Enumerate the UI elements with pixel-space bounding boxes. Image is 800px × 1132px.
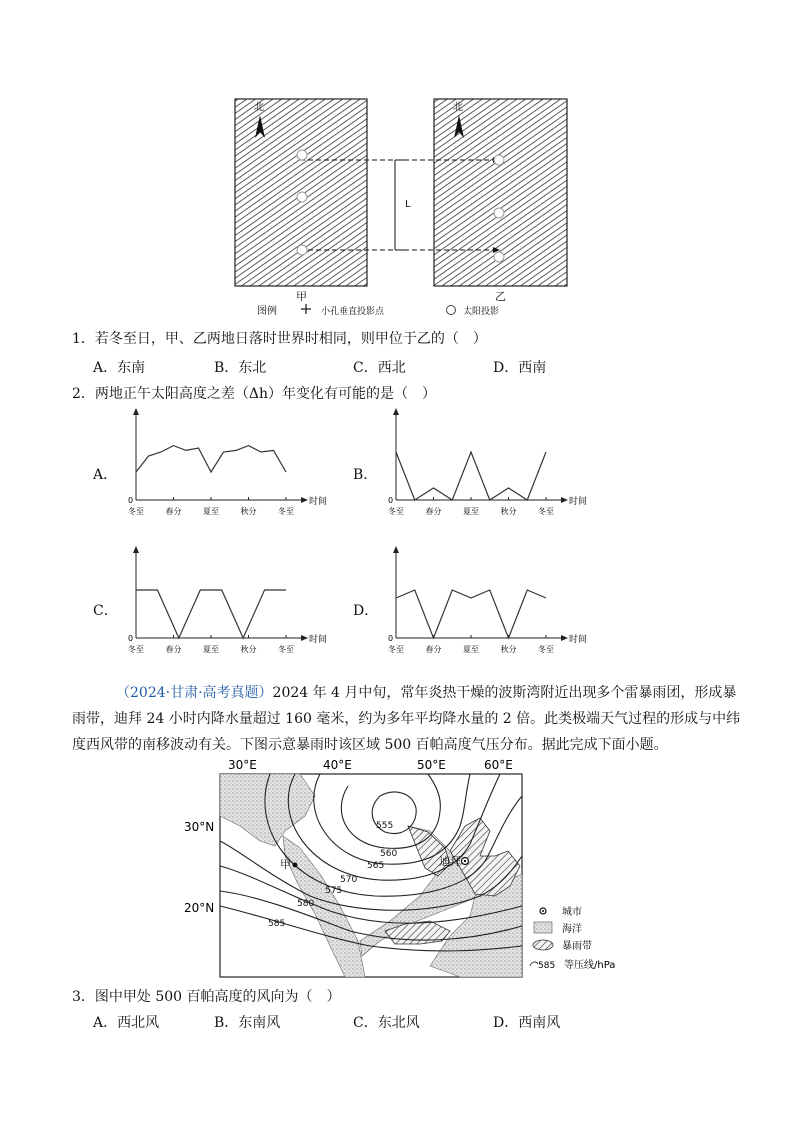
- x-tick-label: 春分: [165, 507, 182, 516]
- passage: [72, 680, 762, 758]
- legend-ocean: 海洋: [562, 924, 582, 935]
- isobar-icon: [530, 962, 538, 966]
- x-tick-label: 冬至: [128, 645, 144, 654]
- x-tick-label: 秋分: [500, 645, 517, 654]
- x-axis-label: 时间: [309, 497, 328, 507]
- pressure-map: [180, 756, 630, 984]
- q3-stem: 3．图中甲处 500 百帕高度的风向为（ ）: [72, 989, 341, 1005]
- chart-a: [118, 408, 338, 533]
- place-dubai: 迪拜: [439, 855, 461, 868]
- x-tick-label: 春分: [425, 645, 442, 654]
- legend-city: 城市: [562, 907, 582, 918]
- isobar-label: 580: [297, 899, 315, 909]
- legend-plus-label: 小孔垂直投影点: [321, 307, 385, 317]
- isobar-label: 555: [376, 821, 394, 831]
- label-jia: 甲: [296, 290, 307, 303]
- sun-projection-circle: [297, 192, 307, 202]
- figure-sun-projection: [230, 92, 570, 322]
- q3-option-d[interactable]: D．西南风: [493, 1015, 561, 1031]
- x-tick-label: 秋分: [240, 645, 257, 654]
- passage-line1: 2024 年 4 月中旬，常年炎热干燥的波斯湾附近出现多个雷暴雨团，形成暴: [272, 685, 737, 701]
- x-axis-label: 时间: [569, 635, 588, 645]
- series-line: [136, 446, 286, 472]
- chart-b: [378, 408, 598, 533]
- isobar-label: 570: [340, 875, 358, 885]
- x-tick-label: 夏至: [203, 645, 219, 654]
- lat-label: 20°N: [184, 901, 215, 915]
- series-line: [136, 590, 286, 638]
- x-tick-label: 秋分: [500, 507, 517, 516]
- chart-d: [378, 546, 598, 671]
- isobar-label: 585: [268, 919, 286, 929]
- origin-label: 0: [128, 496, 134, 505]
- label-yi: 乙: [495, 290, 506, 303]
- passage-source: （2024·甘肃·高考真题）: [116, 685, 273, 701]
- legend-isobar-sample: 585: [538, 961, 556, 971]
- legend-rainband: 暴雨带: [562, 941, 592, 952]
- q2-option-d[interactable]: D．: [353, 603, 379, 619]
- q2-stem: 2．两地正午太阳高度之差（Δh）年变化有可能的是（ ）: [72, 386, 437, 402]
- series-line: [396, 590, 546, 638]
- north-label-left: 北: [254, 102, 264, 113]
- x-axis-label: 时间: [569, 497, 588, 507]
- q1-stem: 1．若冬至日，甲、乙两地日落时世界时相同，则甲位于乙的（ ）: [72, 331, 487, 347]
- ocean-icon: [534, 922, 552, 933]
- north-label-right: 北: [453, 102, 463, 113]
- x-axis-label: 时间: [309, 635, 328, 645]
- x-tick-label: 冬至: [278, 645, 294, 654]
- lat-label: 30°N: [184, 820, 215, 834]
- plus-icon: [301, 304, 311, 314]
- x-tick-label: 夏至: [203, 507, 219, 516]
- distance-label: L: [405, 199, 411, 210]
- x-tick-label: 冬至: [388, 507, 404, 516]
- lon-label: 50°E: [417, 758, 446, 772]
- x-tick-label: 冬至: [538, 645, 554, 654]
- city-jia-marker: [293, 863, 298, 868]
- q2-option-a[interactable]: A．: [93, 467, 118, 483]
- isobar-label: 560: [380, 849, 398, 859]
- sun-projection-circle: [494, 252, 504, 262]
- passage-line3: 度西风带的南移波动有关。下图示意暴雨时该区域 500 百帕高度气压分布。据此完成下面小题。: [72, 737, 668, 753]
- sun-projection-circle: [297, 245, 307, 255]
- circle-icon: [447, 306, 456, 315]
- q2-option-b[interactable]: B．: [353, 467, 378, 483]
- q1-option-d[interactable]: D．西南: [493, 360, 547, 376]
- q3-option-b[interactable]: B．东南风: [214, 1015, 281, 1031]
- origin-label: 0: [388, 634, 394, 643]
- place-jia: 甲: [280, 858, 291, 871]
- q2-option-c[interactable]: C．: [93, 603, 118, 619]
- lon-label: 60°E: [484, 758, 513, 772]
- rainband-icon: [533, 940, 553, 950]
- isobar-label: 575: [325, 886, 343, 896]
- series-line: [396, 452, 546, 500]
- q1-option-b[interactable]: B．东北: [214, 360, 267, 376]
- x-tick-label: 冬至: [538, 507, 554, 516]
- sun-projection-circle: [494, 155, 504, 165]
- map-frame: [220, 774, 522, 977]
- passage-line2: 雨带，迪拜 24 小时内降水量超过 160 毫米，约为多年平均降水量的 2 倍。此类极端天气过程的形成与中纬: [72, 711, 741, 727]
- x-tick-label: 夏至: [463, 507, 479, 516]
- lon-label: 40°E: [323, 758, 352, 772]
- q1-option-c[interactable]: C．西北: [353, 360, 406, 376]
- x-tick-label: 秋分: [240, 507, 257, 516]
- sun-projection-circle: [297, 150, 307, 160]
- x-tick-label: 春分: [165, 645, 182, 654]
- legend-circle-label: 太阳投影: [463, 307, 500, 317]
- x-tick-label: 夏至: [463, 645, 479, 654]
- x-tick-label: 春分: [425, 507, 442, 516]
- chart-c: [118, 546, 338, 671]
- x-tick-label: 冬至: [388, 645, 404, 654]
- lon-label: 30°E: [228, 758, 257, 772]
- legend-isobar: 等压线/hPa: [564, 960, 616, 971]
- q1-option-a[interactable]: A．东南: [93, 360, 146, 376]
- q3-option-c[interactable]: C．东北风: [353, 1015, 420, 1031]
- q3-option-a[interactable]: A．西北风: [93, 1015, 160, 1031]
- x-tick-label: 冬至: [278, 507, 294, 516]
- sun-projection-circle: [494, 208, 504, 218]
- legend-title: 图例: [257, 306, 277, 317]
- isobar-label: 565: [367, 861, 385, 871]
- origin-label: 0: [388, 496, 394, 505]
- map-legend: [530, 905, 615, 971]
- x-tick-label: 冬至: [128, 507, 144, 516]
- origin-label: 0: [128, 634, 134, 643]
